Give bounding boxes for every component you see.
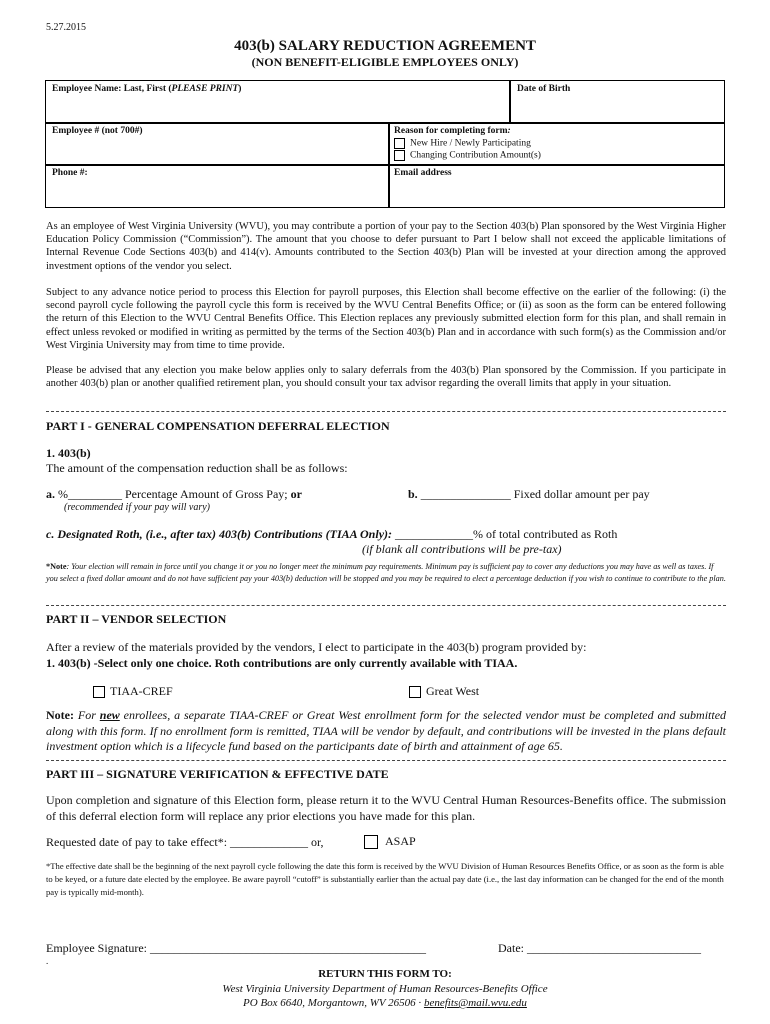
reason-option-new-hire[interactable]: New Hire / Newly Participating xyxy=(394,138,531,149)
reason-option-changing[interactable]: Changing Contribution Amount(s) xyxy=(394,150,541,161)
intro-paragraph-3: Please be advised that any election you make below applies only to salary deferrals from the 403(b) Plan sponsored by the Commission. If you participate in another 403(b) plan or another qualified retirement plan, you should consult your tax advisor regarding the overall limits that apply in your situation. xyxy=(46,365,726,390)
section-divider xyxy=(46,411,726,412)
part1-intro: The amount of the compensation reduction shall be as follows: xyxy=(46,461,348,475)
part1-item: 1. 403(b) xyxy=(46,446,91,460)
part2-note: Note: For new enrollees, a separate TIAA-CREF or Great West enrollment form for the selected vendor must be completed and submitted along with this form. If no enrollment form is remitted, TIAA will be vendor by default, and contributions will be invested in the plans default investment option which is a lifecycle fund based on the participants date of birth and attainment of age 65. xyxy=(46,708,727,753)
document-date: 5.27.2015 xyxy=(46,22,86,33)
benefits-email-link[interactable]: benefits@mail.wvu.edu xyxy=(423,997,527,1009)
email-label: Email address xyxy=(394,168,452,178)
option-b-fixed-amount[interactable]: b. _______________ Fixed dollar amount per pay xyxy=(408,487,650,501)
part2-heading: PART II – VENDOR SELECTION xyxy=(46,612,227,626)
employee-number-label: Employee # (not 700#) xyxy=(52,126,143,136)
checkbox-icon[interactable] xyxy=(394,150,405,161)
return-address-line1: West Virginia University Department of Human Resources-Benefits Office xyxy=(222,983,548,995)
section-divider xyxy=(46,605,726,606)
requested-date-field[interactable]: Requested date of pay to take effect*: _____________ or, xyxy=(46,835,324,849)
return-address-line2: PO Box 6640, Morgantown, WV 26506 · benefits@mail.wvu.edu xyxy=(243,997,527,1009)
signature-date-field[interactable]: Date: _____________________________ xyxy=(498,941,701,955)
part3-intro: Upon completion and signature of this Election form, please return it to the WVU Central Human Resources-Benefits office. The submission of this deferral election form will replace any prior elections you have made for this plan. xyxy=(46,793,726,823)
option-a-note: (recommended if your pay will vary) xyxy=(64,502,210,513)
option-a-percentage[interactable]: a. %_________ Percentage Amount of Gross Pay; or xyxy=(46,487,302,501)
vendor-great-west[interactable]: Great West xyxy=(409,684,479,699)
reason-label: Reason for completing form: xyxy=(394,126,511,136)
part3-heading: PART III – SIGNATURE VERIFICATION & EFFECTIVE DATE xyxy=(46,767,389,781)
stray-dot: . xyxy=(46,956,49,966)
checkbox-icon[interactable] xyxy=(394,138,405,149)
document-subtitle: (NON BENEFIT-ELIGIBLE EMPLOYEES ONLY) xyxy=(251,55,519,69)
document-title: 403(b) SALARY REDUCTION AGREEMENT xyxy=(234,38,536,54)
part1-heading: PART I - GENERAL COMPENSATION DEFERRAL ELECTION xyxy=(46,419,390,433)
option-c-note: (if blank all contributions will be pre-tax) xyxy=(362,542,562,556)
employee-name-label: Employee Name: Last, First (PLEASE PRINT) xyxy=(52,84,242,94)
phone-label: Phone #: xyxy=(52,168,88,178)
part1-note: *Note: Your election will remain in force until you change it or you no longer meet the minimum pay requirements. Minimum pay is sufficient pay to cover any deductions you may have as well as taxes. If you select a fixed dollar amount and do not have sufficient pay your 403(b) deduction will be stopped and you may be required to elect a percentage deduction if you wish to continue to contribute to the plan. xyxy=(46,562,726,583)
return-heading: RETURN THIS FORM TO: xyxy=(318,968,452,980)
option-c-roth[interactable]: c. Designated Roth, (i.e., after tax) 403(b) Contributions (TIAA Only): _____________% of total contributed as Roth xyxy=(46,527,618,541)
asap-option[interactable]: ASAP xyxy=(364,834,416,849)
intro-paragraph-2: Subject to any advance notice period to process this Election for payroll purposes, this Election shall become effective on the earlier of the following: (i) the second payroll cycle following the payroll cycle this form is received by the WVU Central Benefits Office; or (ii) as soon as the form can be entered following the return of this Election to the WVU Central Benefits Office. This Election replaces any previously submitted election form for this plan, and shall remain in effect unless revoked or modified in writing as permitted by the terms of the Section 403(b) Plan and in accordance with such form(s) as the Commission and/or West Virginia University may from time to time provide. xyxy=(46,287,726,351)
part2-item: 1. 403(b) -Select only one choice. Roth contributions are only currently available with TIAA. xyxy=(46,656,518,670)
part2-intro: After a review of the materials provided by the vendors, I elect to participate in the 403(b) program provided by: xyxy=(46,640,587,654)
checkbox-icon[interactable] xyxy=(93,686,105,698)
checkbox-icon[interactable] xyxy=(409,686,421,698)
effective-date-footnote: *The effective date shall be the beginning of the next payroll cycle following the date this form is received by the WVU Division of Human Resources Benefits Office, or as soon as the form is able to be keyed, or a future date elected by the employee. Be aware payroll “cutoff” is substantially earlier than the actual pay date (i.e., the last day information can be changed for the end of the month pay is typically mid-month). xyxy=(46,861,724,897)
employee-signature-field[interactable]: Employee Signature: ______________________________________________ xyxy=(46,941,426,955)
phone-field[interactable] xyxy=(45,164,390,208)
checkbox-icon[interactable] xyxy=(364,835,378,849)
section-divider xyxy=(46,760,726,761)
vendor-tiaa-cref[interactable]: TIAA-CREF xyxy=(93,684,173,699)
intro-paragraph-1: As an employee of West Virginia University (WVU), you may contribute a portion of your pay to the Section 403(b) Plan sponsored by the West Virginia Higher Education Policy Commission (“Commission”). The amount that you choose to defer pursuant to Part I below shall not exceed the applicable limitations of Internal Revenue Code Sections 403(b) and 414(v). Amounts contributed to the Section 403(b) Plan will be invested at your direction among the approved investment options of the vendor you select. xyxy=(46,221,726,272)
dob-label: Date of Birth xyxy=(517,84,571,94)
